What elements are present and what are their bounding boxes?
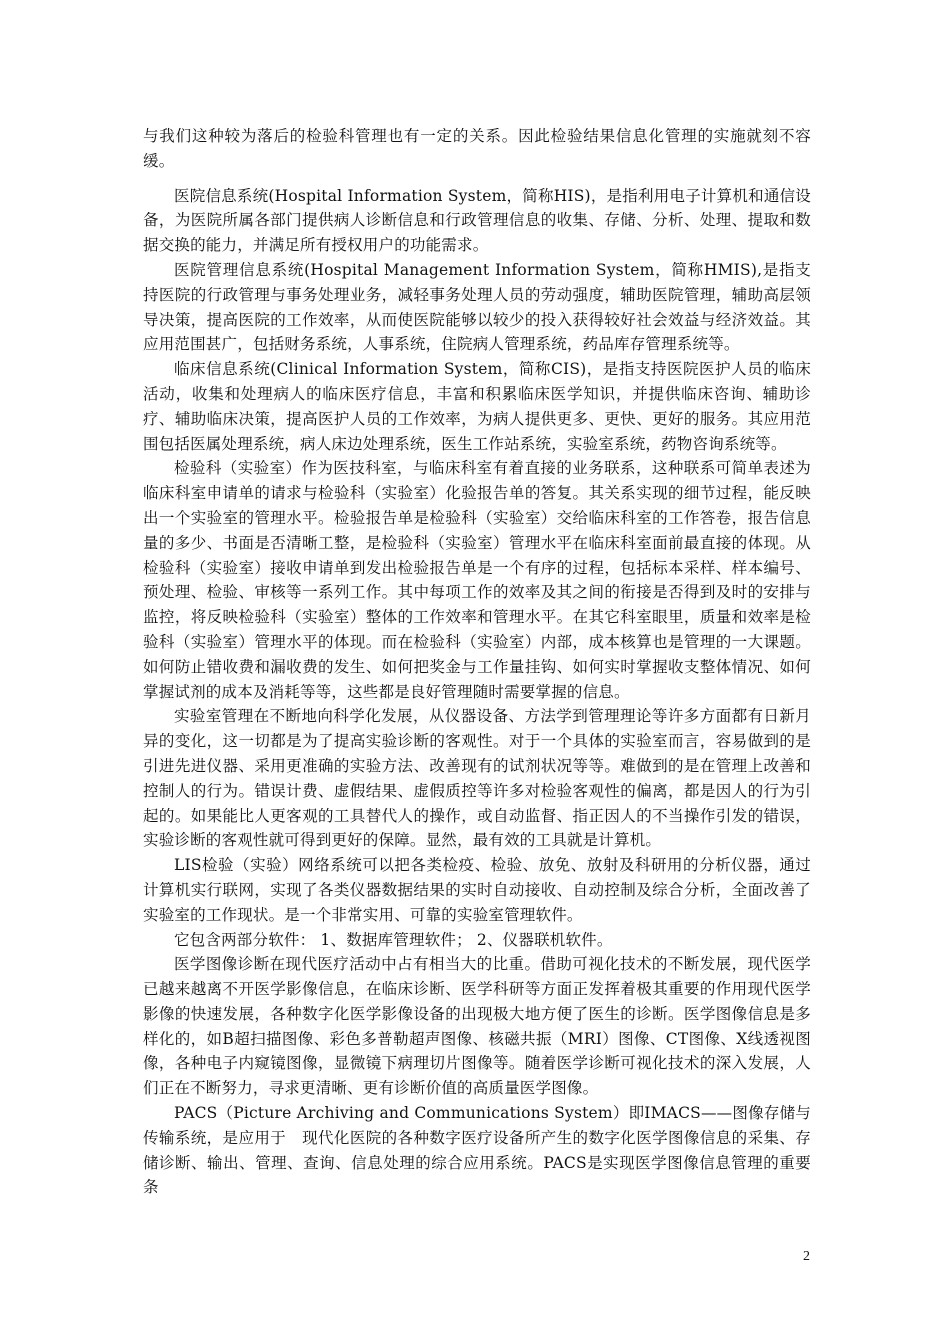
paragraph-hmis: 医院管理信息系统(Hospital Management Information System，简称HMIS),是指支持医院的行政管理与事务处理业务，减轻事务处理人员的劳动强度，辅助医院管理，辅助高层领导决策，提高医院的工作效率，从而使医院能够以较少的投入获得较好社会效益与经济效益。其应用范围甚广，包括财务系统，人事系统，住院病人管理系统，药品库存管理系统等。: [143, 260, 811, 354]
paragraph-lis: LIS检验（实验）网络系统可以把各类检疫、检验、放免、放射及科研用的分析仪器，通过计算机实行联网，实现了各类仪器数据结果的实时自动接收、自动控制及综合分析，全面改善了实验室的工作现状。是一个非常实用、可靠的实验室管理软件。: [143, 856, 811, 924]
paragraph-lab-management: 实验室管理在不断地向科学化发展，从仪器设备、方法学到管理理论等许多方面都有日新月异的变化，这一切都是为了提高实验诊断的客观性。对于一个具体的实验室而言，容易做到的是引进先进仪器、采用更准确的实验方法、改善现有的试剂状况等等。难做到的是在管理上改善和控制人的行为。错误计费、虚假结果、虚假质控等许多对检验客观性的偏离，都是因人的行为引起的。如果能比人更客观的工具替代人的操作，或自动监督、指正因人的不当操作引发的错误，实验诊断的客观性就可得到更好的保障。显然，最有效的工具就是计算机。: [143, 707, 811, 850]
paragraph-software-parts: 它包含两部分软件： 1、数据库管理软件； 2、仪器联机软件。: [174, 930, 613, 949]
paragraph-pacs: PACS（Picture Archiving and Communications System）即IMACS——图像存储与传输系统，是应用于 现代化医院的各种数字医疗设备所产生的数字化医学图像信息的采集、存储诊断、输出、管理、查询、信息处理的综合应用系统。PACS是实现医学图像信息管理的重要条: [143, 1104, 811, 1197]
paragraph-cis: 临床信息系统(Clinical Information System，简称CIS)，是指支持医院医护人员的临床活动，收集和处理病人的临床医疗信息，丰富和积累临床医学知识，并提供临床咨询、辅助诊疗、辅助临床决策，提高医护人员的工作效率，为病人提供更多、更快、更好的服务。其应用范围包括医属处理系统，病人床边处理系统，医生工作站系统，实验室系统，药物咨询系统等。: [143, 360, 811, 453]
page-number: 2: [803, 1249, 810, 1264]
paragraph-continuation: 与我们这种较为落后的检验科管理也有一定的关系。因此检验结果信息化管理的实施就刻不容缓。: [143, 127, 811, 170]
paragraph-his: 医院信息系统(Hospital Information System，简称HIS)，是指利用电子计算机和通信设备，为医院所属各部门提供病人诊断信息和行政管理信息的收集、存储、分析、处理、提取和数据交换的能力，并满足所有授权用户的功能需求。: [143, 186, 811, 255]
document-body: [143, 124, 811, 1200]
paragraph-medical-imaging: 医学图像诊断在现代医疗活动中占有相当大的比重。借助可视化技术的不断发展，现代医学已越来越离不开医学影像信息，在临床诊断、医学科研等方面正发挥着极其重要的作用现代医学影像的快速发展，各种数字化医学影像设备的出现极大地方便了医生的诊断。医学图像信息是多样化的，如B超扫描图像、彩色多普勒超声图像、核磁共振（MRI）图像、CT图像、X线透视图像，各种电子内窥镜图像，显微镜下病理切片图像等。随着医学诊断可视化技术的深入发展，人们正在不断努力，寻求更清晰、更有诊断价值的高质量医学图像。: [143, 955, 811, 1098]
paragraph-lab-department: 检验科（实验室）作为医技科室，与临床科室有着直接的业务联系，这种联系可简单表述为临床科室申请单的请求与检验科（实验室）化验报告单的答复。其关系实现的细节过程，能反映出一个实验室的管理水平。检验报告单是检验科（实验室）交给临床科室的工作答卷，报告信息量的多少、书面是否清晰工整，是检验科（实验室）管理水平在临床科室面前最直接的体现。从检验科（实验室）接收申请单到发出检验报告单是一个有序的过程，包括标本采样、样本编号、预处理、检验、审核等一系列工作。其中每项工作的效率及其之间的衔接是否得到及时的安排与监控，将反映检验科（实验室）整体的工作效率和管理水平。在其它科室眼里，质量和效率是检验科（实验室）管理水平的体现。而在检验科（实验室）内部，成本核算也是管理的一大课题。如何防止错收费和漏收费的发生、如何把奖金与工作量挂钩、如何实时掌握收支整体情况、如何掌握试剂的成本及消耗等等，这些都是良好管理随时需要掌握的信息。: [143, 459, 811, 701]
